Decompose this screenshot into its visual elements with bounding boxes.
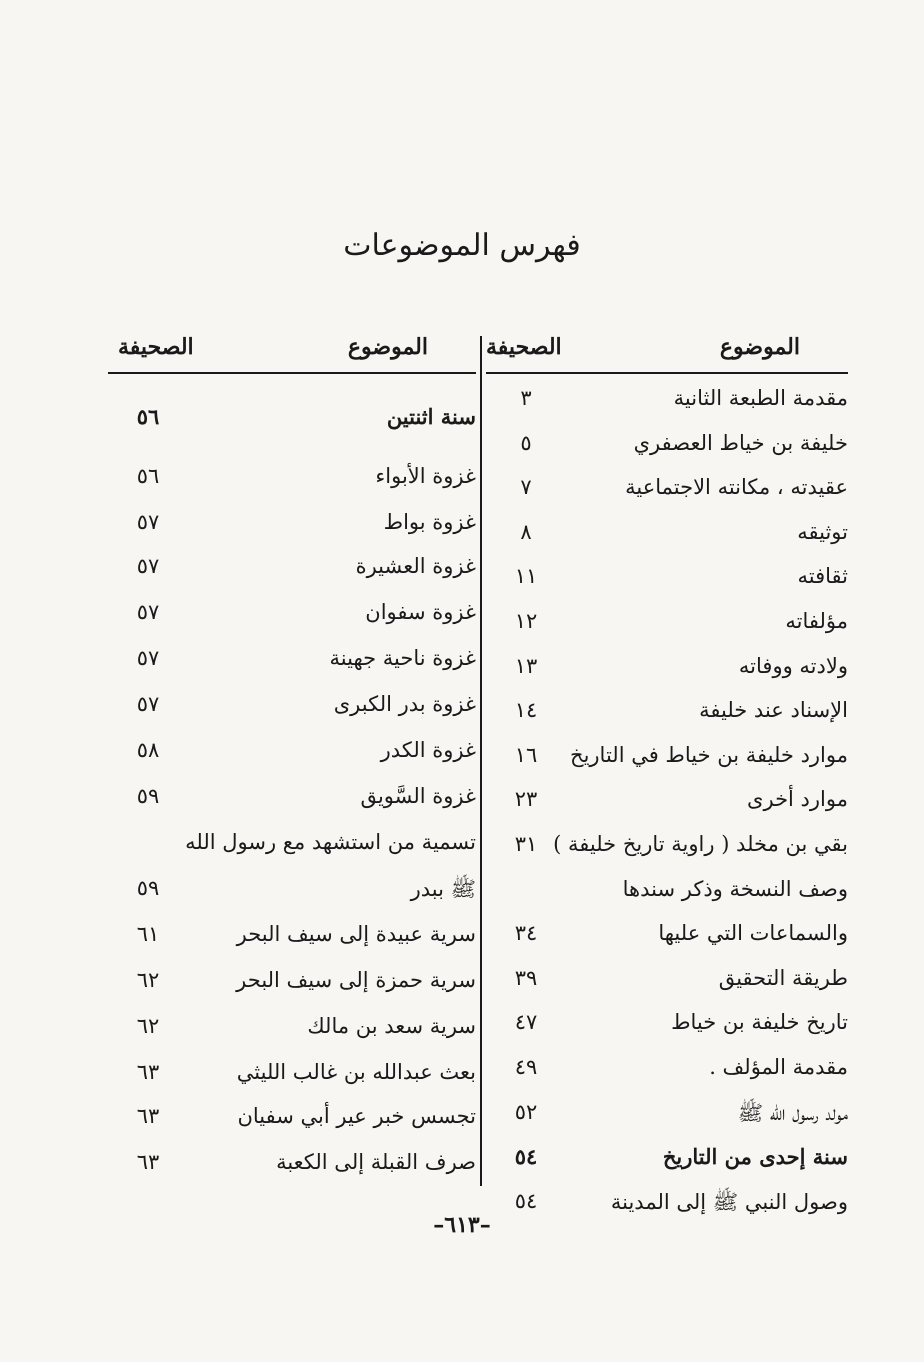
index-entry [486,1144,848,1184]
entry-page-number: ٥٧ [136,600,160,624]
entry-page-number: ٤٩ [514,1055,538,1079]
entry-page-number: ٥٧ [136,692,160,716]
index-entry [486,564,848,604]
entry-topic: صرف القبلة إلى الكعبة [276,1150,476,1174]
index-entry [486,787,848,827]
entry-topic: غزوة ناحية جهينة [329,646,476,670]
entry-page-number: ٨ [520,519,532,544]
page-number: –٦١٣– [433,1212,491,1238]
entry-page-number: ٦٣ [136,1104,160,1128]
entry-page-number: ٢٣ [514,787,538,812]
entry-topic: غزوة بواط [383,510,476,534]
index-entry [486,743,848,783]
index-entry [108,464,476,504]
entry-topic: الإسناد عند خليفة [699,698,848,723]
entry-topic: غزوة العشيرة [355,554,476,578]
entry-topic: غزوة بدر الكبرى [333,692,476,716]
entry-topic: موارد خليفة بن خياط في التاريخ [570,742,848,767]
index-entry [486,1010,848,1050]
topic-header: الموضوع [719,334,800,360]
index-entry [486,921,848,961]
topic-header: الموضوع [347,334,428,360]
index-entry [486,966,848,1006]
entry-topic: والسماعات التي عليها [658,921,848,946]
entry-page-number: ٥٨ [136,738,160,762]
entry-page-number: ٥٩ [136,876,160,900]
entry-topic: غزوة الكدر [380,738,476,762]
index-entry [108,600,476,640]
entry-page-number: ٥٧ [136,646,160,670]
index-entry [486,1055,848,1095]
entry-topic: وصول النبي ﷺ إلى المدينة [610,1189,848,1214]
page-header: الصحيفة [118,334,194,360]
entry-page-number: ٥٤ [514,1188,538,1213]
entry-topic: سرية سعد بن مالك [307,1014,476,1038]
index-entry [108,692,476,732]
entry-page-number: ١٤ [514,698,538,723]
right-column-header [486,328,848,374]
index-entry [486,832,848,872]
entry-topic: طريقة التحقيق [718,965,848,990]
entry-page-number: ٣٤ [514,921,538,946]
index-entry [108,784,476,824]
entry-topic: سرية حمزة إلى سيف البحر [236,968,476,992]
index-entry [108,1014,476,1054]
right-column [486,328,848,1214]
index-entry [486,1100,848,1140]
entry-page-number: ٥٤ [514,1144,538,1170]
entry-page-number: ٥٩ [136,784,160,808]
index-entry [108,922,476,962]
entry-topic: وصف النسخة وذكر سندها [622,876,848,901]
entry-page-number: ٦٢ [136,968,160,992]
entry-page-number: ٦٣ [136,1150,160,1174]
entry-page-number: ٧ [520,475,532,500]
entry-page-number: ١٢ [514,609,538,633]
index-entry [108,1150,476,1190]
entry-topic: مولد رسول الله ﷺ [737,1100,848,1125]
entry-page-number: ٣٩ [514,965,538,990]
entry-topic: سنة إحدى من التاريخ [662,1144,848,1170]
left-column [108,328,476,1174]
entry-page-number: ٤٧ [514,1010,538,1035]
entry-topic: مقدمة المؤلف . [709,1055,848,1079]
entry-topic: بعث عبدالله بن غالب الليثي [236,1060,476,1084]
index-entry [486,877,848,917]
entry-topic: ثقافته [797,564,848,589]
index-entry [108,1104,476,1144]
entry-topic: عقيدته ، مكانته الاجتماعية [625,475,848,500]
page-title: فهرس الموضوعات [343,228,581,263]
index-entry [486,654,848,694]
entry-topic: غزوة السَّويق [360,784,476,808]
entry-topic: مؤلفاته [785,609,848,633]
entry-page-number: ١١ [514,564,538,589]
entry-topic: سرية عبيدة إلى سيف البحر [236,922,476,946]
entry-topic: خليفة بن خياط العصفري [633,430,848,455]
entry-topic: موارد أخرى [747,787,848,812]
index-entry [108,510,476,550]
index-entry [108,646,476,686]
entry-page-number: ٦٣ [136,1060,160,1084]
index-entry [108,830,476,870]
entry-topic: ﷺ ببدر [410,877,476,901]
entry-page-number: ٥٧ [136,510,160,534]
entry-page-number: ٣١ [514,832,538,856]
index-entry [108,968,476,1008]
index-entry [108,554,476,594]
index-entry [486,698,848,738]
entry-topic: مقدمة الطبعة الثانية [673,386,848,410]
entry-page-number: ٣ [520,386,532,410]
index-entry [108,1060,476,1100]
entry-topic: تسمية من استشهد مع رسول الله [185,830,476,854]
entry-topic: تجسس خبر عير أبي سفيان [237,1104,476,1128]
entry-topic: غزوة الأبواء [375,464,476,488]
entry-page-number: ٥ [520,430,532,455]
index-entry [108,404,476,444]
entry-page-number: ٥٧ [136,554,160,578]
index-entry [486,475,848,515]
entry-page-number: ١٦ [514,742,538,767]
entry-topic: سنة اثنتين [386,404,476,429]
index-entry [486,386,848,426]
index-entry [108,876,476,916]
column-divider [480,336,482,1186]
entry-topic: ولادته ووفاته [738,653,848,678]
entry-page-number: ٥٢ [514,1099,538,1124]
entry-topic: تاريخ خليفة بن خياط [671,1010,848,1035]
entry-page-number: ٥٦ [136,464,160,488]
page-header: الصحيفة [486,334,562,360]
entry-page-number: ٦١ [136,922,160,946]
index-entry [486,431,848,471]
index-entry [108,738,476,778]
index-entry [486,520,848,560]
left-column-header [108,328,476,374]
entry-topic: توثيقه [797,519,848,544]
entry-topic: غزوة سفوان [365,600,476,624]
entry-topic: بقي بن مخلد ( راوية تاريخ خليفة ) [553,832,848,856]
entry-page-number: ٦٢ [136,1014,160,1038]
entry-page-number: ١٣ [514,653,538,678]
entry-page-number: ٥٦ [136,404,160,429]
index-entry [486,609,848,649]
